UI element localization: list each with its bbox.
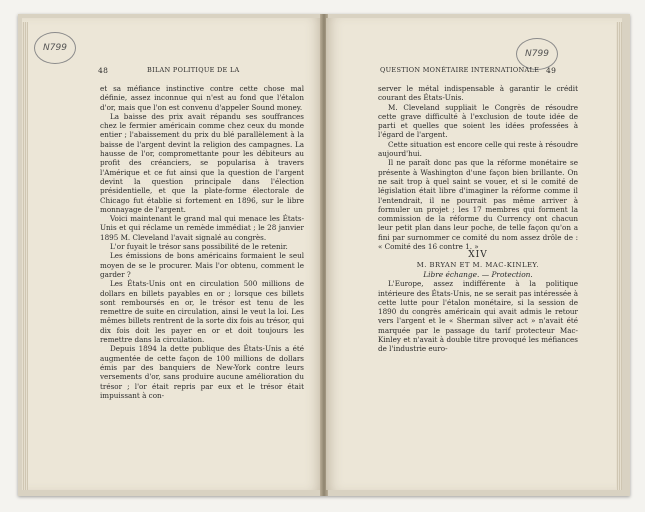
- page-edge-right: [616, 22, 622, 490]
- library-stamp-left: N799: [34, 32, 76, 64]
- paragraph: M. Cleveland suppliait le Congrès de résoudre cette grave difficulté à l'exclusion de toute idée de parti et quelles que soient les idées professées à l'égard de l'argent.: [378, 102, 578, 140]
- paragraph: Les États-Unis ont en circulation 500 millions de dollars en billets payables en or ; lorsque ces billets sont remboursés en or, le trésor est tenu de les remettre de suite en circulation, ainsi le veut la loi. Les mêmes billets rentrent de la sorte dix fois au trésor, qui dix fois doit les payer en or et doit toujours les remettre dans la circulation.: [100, 279, 304, 345]
- paragraph: L'or fuyait le trésor sans possibilité de le retenir.: [110, 242, 288, 252]
- left-text-column: [100, 84, 304, 400]
- paragraph: L'Europe, assez indifférente à la politique intérieure des États-Unis, ne se serait pas intéressée à cette lutte pour l'étalon monétaire, si la session de 1890 du congrès américain qui avait admis le retour vers l'argent et le « Sherman silver act » n'avait été marquée par le passage du tarif protecteur Mac-Kinley et n'avait à double titre provoqué les méfiances de l'industrie euro-: [378, 279, 578, 354]
- paragraph: Depuis 1894 la dette publique des États-Unis a été augmentée de cette façon de 100 millions de dollars émis par des banquiers de New-York contre leurs versements d'or, sans produire aucune amélioration du trésor ; l'or était repris par eux et le trésor était impuissant à con-: [100, 344, 304, 400]
- right-page-number: 49: [546, 66, 557, 75]
- page-edge-left: [22, 22, 28, 490]
- chapter-subhead: Libre échange. — Protection.: [423, 269, 533, 279]
- paragraph: Cette situation est encore celle qui reste à résoudre aujourd'hui.: [378, 139, 578, 159]
- paragraph: Voici maintenant le grand mal qui menace les États-Unis et qui réclame un remède immédiat ; le 28 janvier 1895 M. Cleveland l'avait signalé au congrès.: [100, 214, 304, 242]
- paragraph: server le métal indispensable à garantir le crédit courant des États-Unis.: [378, 84, 578, 103]
- left-page-number: 48: [98, 66, 109, 75]
- chapter-title: M. BRYAN ET M. MAC-KINLEY.: [416, 260, 540, 269]
- open-book: [18, 14, 630, 496]
- right-running-head: QUESTION MONÉTAIRE INTERNATIONALE: [380, 66, 540, 74]
- paragraph: Les émissions de bons américains formaient le seul moyen de se le procurer. Mais l'or obtenu, comment le garder ?: [100, 251, 304, 279]
- paragraph: La baisse des prix avait répandu ses souffrances chez le fermier américain comme chez ceux du monde entier ; l'abaissement du prix du blé parallèlement à la baisse de l'argent devint la religion des campagnes. La hausse de l'or, compromettante pour les débiteurs au profit des créanciers, se popularisa à travers l'Amérique et ce fut ainsi que la question de l'argent devint la question principale dans l'élection présidentielle, et que la plate-forme électorale de Chicago fut établie si fortement en 1896, sur le libre monnayage de l'argent.: [100, 111, 304, 214]
- right-text-column: [378, 84, 578, 354]
- left-page: [22, 18, 322, 490]
- right-page: [326, 18, 622, 490]
- paragraph: et sa méfiance instinctive contre cette chose mal définie, assez inconnue qui n'est au fond que l'étalon d'or, mais que l'on est convenu d'appeler Sound money.: [100, 84, 304, 112]
- chapter-number: XIV: [468, 250, 488, 261]
- paragraph: Il ne paraît donc pas que la réforme monétaire se présente à Washington d'une façon bien brillante. On ne sait trop à quel saint se vouer, et si le comité de législation était libre d'imaginer la réforme comme il l'entendrait, il ne pourrait pas même arriver à formuler un projet ; les 17 membres qui forment la commission de la réforme du Currency ont chacun leur petit plan dans leur poche, de telle façon qu'on a fini par surnommer ce comité du nom assez drôle de : « Comité des 16 contre 1. »: [378, 158, 578, 252]
- library-stamp-right: N799: [516, 38, 558, 70]
- left-running-head: BILAN POLITIQUE DE LA: [147, 66, 240, 74]
